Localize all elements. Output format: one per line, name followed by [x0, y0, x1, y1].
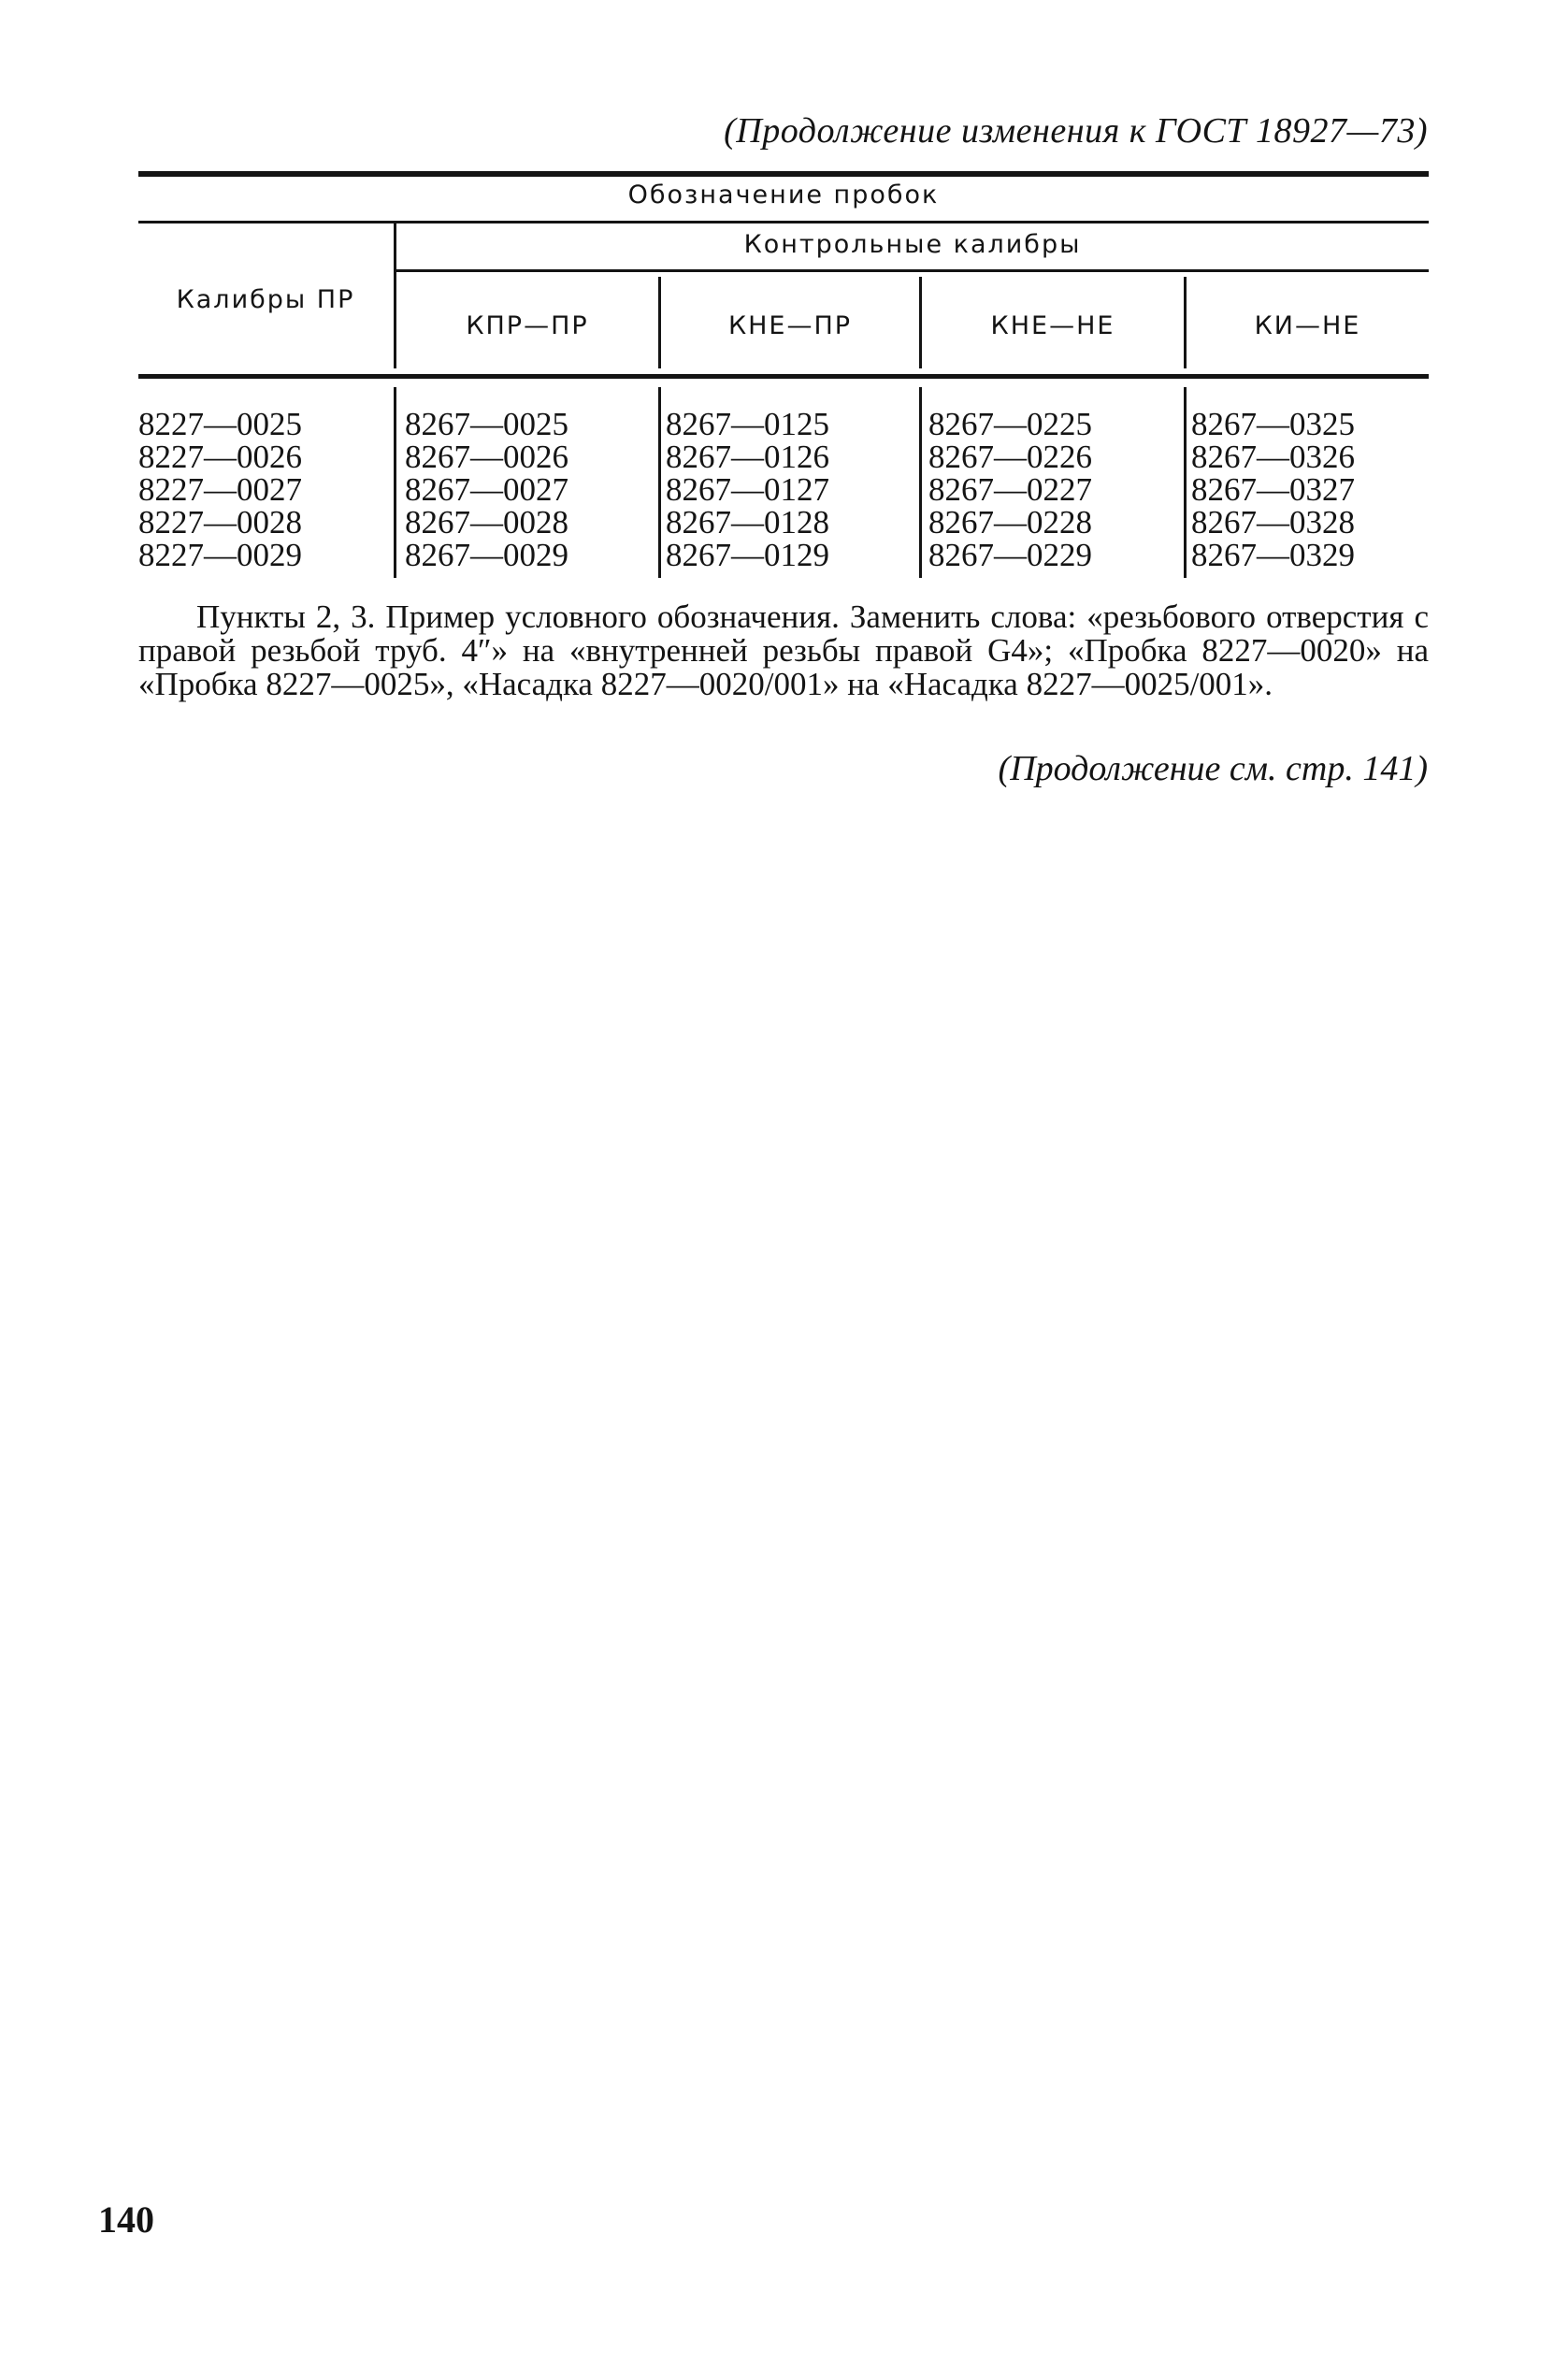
table-cell: 8227—0026 [138, 439, 302, 475]
table-cell: 8267—0229 [928, 537, 1092, 573]
table-cell: 8227—0027 [138, 471, 302, 508]
table-cell: 8267—0329 [1191, 537, 1355, 573]
header-divider [1184, 277, 1187, 368]
group-header: Обозначение пробок [627, 180, 940, 209]
column-kne-ne [928, 408, 1092, 571]
header-divider [658, 277, 661, 368]
table-cell: 8267—0025 [405, 406, 568, 442]
table-cell: 8267—0225 [928, 406, 1092, 442]
table-cell: 8267—0327 [1191, 471, 1355, 508]
body-divider [919, 387, 922, 578]
table-cell: 8267—0128 [666, 504, 829, 541]
table-cell: 8227—0029 [138, 537, 302, 573]
subgroup-header-rule [396, 269, 1429, 272]
header-divider [394, 223, 396, 368]
table-cell: 8227—0025 [138, 406, 302, 442]
body-divider [1184, 387, 1187, 578]
body-divider [394, 387, 396, 578]
group-header-rule [138, 221, 1429, 223]
subgroup-header: Контрольные калибры [743, 230, 1082, 259]
table-cell: 8267—0325 [1191, 406, 1355, 442]
table-cell: 8267—0126 [666, 439, 829, 475]
column-kalibry-pr [138, 408, 302, 571]
column-header-kne-pr: КНЕ—ПР [727, 311, 853, 340]
column-header-kpr-pr: КПР—ПР [466, 311, 589, 340]
table-cell: 8267—0029 [405, 537, 568, 573]
table-top-rule [138, 171, 1429, 177]
column-header-ki-ne: КИ—НЕ [1254, 311, 1361, 340]
table-cell: 8267—0227 [928, 471, 1092, 508]
table-cell: 8267—0226 [928, 439, 1092, 475]
continued-note: (Продолжение см. стр. 141) [998, 749, 1428, 788]
body-divider [658, 387, 661, 578]
table-cell: 8267—0027 [405, 471, 568, 508]
table-cell: 8267—0127 [666, 471, 829, 508]
column-kpr-pr [405, 408, 568, 571]
table-cell: 8267—0129 [666, 537, 829, 573]
table-cell: 8267—0326 [1191, 439, 1355, 475]
column-ki-ne [1191, 408, 1355, 571]
header-bottom-rule [138, 374, 1429, 379]
table-cell: 8267—0026 [405, 439, 568, 475]
page-number: 140 [98, 2198, 154, 2241]
table-cell: 8227—0028 [138, 504, 302, 541]
amendment-text: Пункты 2, 3. Пример условного обозначения. Заменить слова: «резьбового отверстия с правой резьбой труб. 4″» на «внутренней резьбы правой G4»; «Пробка 8227—0020» на «Пробка 8227—0025», «Насадка 8227—0020/001» на «Насадка 8227—0025/001». [138, 598, 1429, 702]
amendment-paragraph [138, 600, 1429, 701]
first-column-header: Калибры ПР [176, 285, 355, 314]
table-cell: 8267—0228 [928, 504, 1092, 541]
header-divider [919, 277, 922, 368]
table-cell: 8267—0028 [405, 504, 568, 541]
column-header-kne-ne: КНЕ—НЕ [990, 311, 1115, 340]
running-title: (Продолжение изменения к ГОСТ 18927—73) [724, 111, 1428, 151]
column-kne-pr [666, 408, 829, 571]
table-cell: 8267—0125 [666, 406, 829, 442]
table-cell: 8267—0328 [1191, 504, 1355, 541]
